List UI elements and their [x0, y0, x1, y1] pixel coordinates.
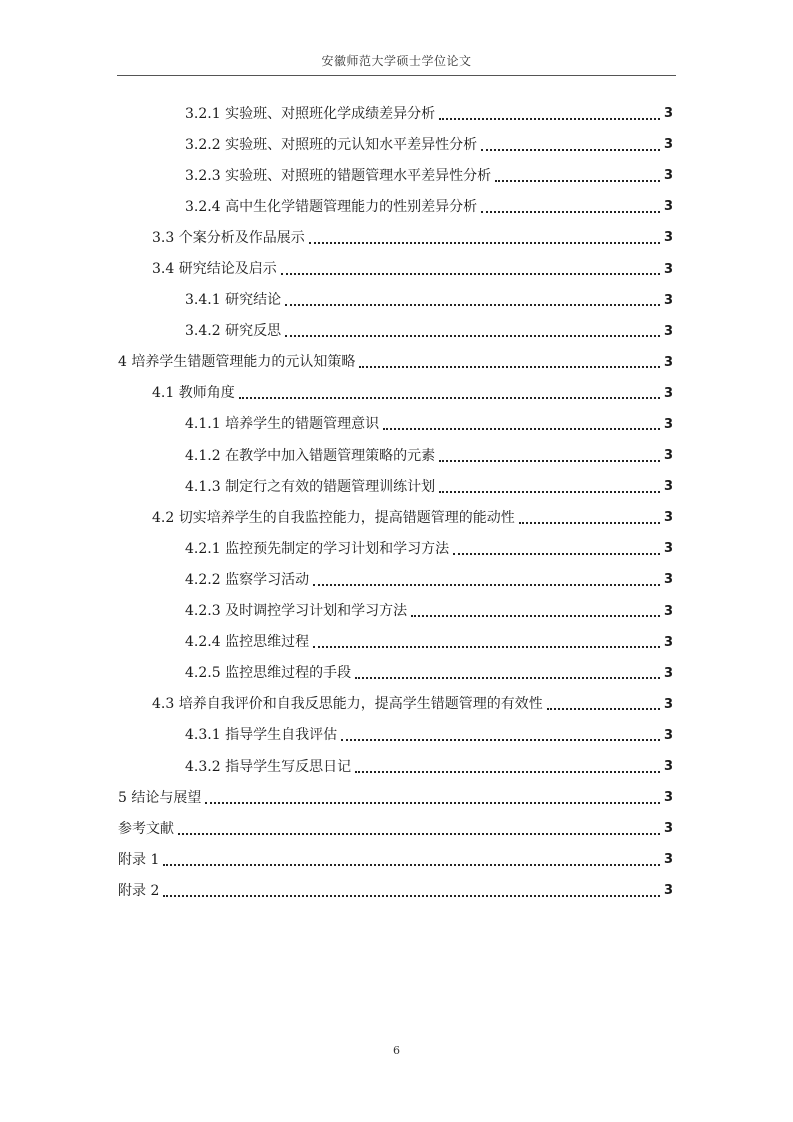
toc-entry[interactable]: [118, 533, 673, 564]
toc-entry-page-number: 3: [663, 510, 673, 526]
toc-entry-page-number: 3: [663, 883, 673, 899]
table-of-contents: [118, 98, 673, 906]
toc-entry-title: 3.4.2 研究反思: [185, 323, 282, 340]
toc-entry[interactable]: [118, 129, 673, 160]
toc-dot-leader: [163, 864, 660, 866]
toc-dot-leader: [205, 802, 660, 804]
toc-entry-page-number: 3: [663, 790, 673, 806]
toc-entry-title: 4.2.2 监察学习活动: [185, 571, 310, 588]
toc-entry-title: 附录 1: [118, 851, 160, 868]
toc-dot-leader: [383, 428, 660, 430]
toc-entry[interactable]: [118, 813, 673, 844]
page-number: 6: [393, 1044, 400, 1057]
toc-entry-page-number: 3: [663, 199, 673, 215]
toc-entry[interactable]: [118, 689, 673, 720]
toc-entry-page-number: 3: [663, 137, 673, 153]
toc-entry[interactable]: [118, 844, 673, 875]
toc-entry-page-number: 3: [663, 821, 673, 837]
toc-entry-page-number: 3: [663, 106, 673, 122]
toc-entry-title: 附录 2: [118, 882, 160, 899]
toc-entry-title: 4.2.1 监控预先制定的学习计划和学习方法: [185, 540, 450, 557]
toc-dot-leader: [411, 615, 660, 617]
toc-entry[interactable]: [118, 720, 673, 751]
toc-dot-leader: [341, 739, 660, 741]
toc-entry-page-number: 3: [663, 354, 673, 370]
toc-entry-page-number: 3: [663, 727, 673, 743]
toc-entry[interactable]: [118, 658, 673, 689]
toc-entry[interactable]: [118, 160, 673, 191]
toc-entry-title: 5 结论与展望: [118, 789, 202, 806]
toc-entry-page-number: 3: [663, 479, 673, 495]
toc-entry-title: 4.1.2 在教学中加入错题管理策略的元素: [185, 447, 436, 464]
toc-dot-leader: [309, 242, 660, 244]
toc-entry-title: 3.2.1 实验班、对照班化学成绩差异分析: [185, 105, 436, 122]
running-header: 安徽师范大学硕士学位论文: [321, 54, 472, 68]
toc-entry-title: 3.2.3 实验班、对照班的错题管理水平差异性分析: [185, 167, 492, 184]
toc-entry-page-number: 3: [663, 696, 673, 712]
toc-dot-leader: [359, 366, 660, 368]
toc-dot-leader: [547, 708, 660, 710]
toc-entry-page-number: 3: [663, 759, 673, 775]
toc-dot-leader: [313, 584, 660, 586]
toc-entry[interactable]: [118, 316, 673, 347]
toc-entry-title: 4.3.2 指导学生写反思日记: [185, 758, 352, 775]
toc-entry-title: 4.3 培养自我评价和自我反思能力，提高学生错题管理的有效性: [152, 696, 543, 713]
toc-entry-page-number: 3: [663, 448, 673, 464]
toc-dot-leader: [439, 491, 660, 493]
toc-entry-title: 4 培养学生错题管理能力的元认知策略: [118, 354, 356, 371]
toc-entry[interactable]: [118, 191, 673, 222]
toc-entry-title: 3.2.4 高中生化学错题管理能力的性别差异分析: [185, 198, 478, 215]
toc-entry-page-number: 3: [663, 385, 673, 401]
toc-entry-title: 4.1.1 培养学生的错题管理意识: [185, 416, 380, 433]
toc-entry[interactable]: [118, 378, 673, 409]
toc-entry-title: 4.1.3 制定行之有效的错题管理训练计划: [185, 478, 436, 495]
toc-dot-leader: [355, 677, 660, 679]
toc-entry[interactable]: [118, 596, 673, 627]
toc-entry-title: 4.1 教师角度: [152, 385, 235, 402]
toc-dot-leader: [453, 553, 660, 555]
toc-entry[interactable]: [118, 222, 673, 253]
toc-entry-page-number: 3: [663, 665, 673, 681]
toc-dot-leader: [178, 833, 660, 835]
toc-dot-leader: [163, 895, 660, 897]
toc-entry-title: 4.2.5 监控思维过程的手段: [185, 665, 352, 682]
toc-entry[interactable]: [118, 875, 673, 906]
toc-dot-leader: [495, 180, 660, 182]
toc-dot-leader: [313, 646, 660, 648]
toc-entry[interactable]: [118, 285, 673, 316]
toc-dot-leader: [239, 397, 660, 399]
toc-entry-page-number: 3: [663, 541, 673, 557]
toc-entry-title: 3.3 个案分析及作品展示: [152, 229, 305, 246]
toc-dot-leader: [439, 118, 660, 120]
toc-entry-title: 3.2.2 实验班、对照班的元认知水平差异性分析: [185, 136, 478, 153]
toc-entry-page-number: 3: [663, 603, 673, 619]
toc-dot-leader: [481, 211, 660, 213]
toc-entry[interactable]: [118, 502, 673, 533]
toc-dot-leader: [481, 149, 660, 151]
toc-dot-leader: [355, 771, 660, 773]
toc-entry[interactable]: [118, 253, 673, 284]
toc-entry-title: 4.2.3 及时调控学习计划和学习方法: [185, 603, 408, 620]
toc-entry[interactable]: [118, 751, 673, 782]
toc-dot-leader: [281, 273, 660, 275]
toc-entry-title: 4.2.4 监控思维过程: [185, 634, 310, 651]
toc-entry-title: 4.2 切实培养学生的自我监控能力，提高错题管理的能动性: [152, 509, 515, 526]
toc-entry-page-number: 3: [663, 261, 673, 277]
toc-entry[interactable]: [118, 782, 673, 813]
toc-entry-page-number: 3: [663, 852, 673, 868]
toc-entry-page-number: 3: [663, 168, 673, 184]
header-divider: [117, 75, 676, 76]
toc-dot-leader: [285, 304, 660, 306]
toc-entry[interactable]: [118, 471, 673, 502]
toc-dot-leader: [519, 522, 660, 524]
toc-entry-page-number: 3: [663, 292, 673, 308]
toc-entry[interactable]: [118, 440, 673, 471]
toc-entry[interactable]: [118, 627, 673, 658]
toc-entry-title: 3.4 研究结论及启示: [152, 261, 277, 278]
toc-entry-title: 参考文献: [118, 820, 174, 837]
toc-dot-leader: [285, 335, 660, 337]
toc-entry-title: 3.4.1 研究结论: [185, 292, 282, 309]
toc-entry-title: 4.3.1 指导学生自我评估: [185, 727, 338, 744]
toc-entry-page-number: 3: [663, 323, 673, 339]
toc-entry[interactable]: [118, 564, 673, 595]
toc-entry-page-number: 3: [663, 230, 673, 246]
toc-entry-page-number: 3: [663, 416, 673, 432]
toc-dot-leader: [439, 460, 660, 462]
toc-entry-page-number: 3: [663, 634, 673, 650]
toc-entry[interactable]: [118, 409, 673, 440]
toc-entry-page-number: 3: [663, 572, 673, 588]
toc-entry[interactable]: [118, 98, 673, 129]
toc-entry[interactable]: [118, 347, 673, 378]
